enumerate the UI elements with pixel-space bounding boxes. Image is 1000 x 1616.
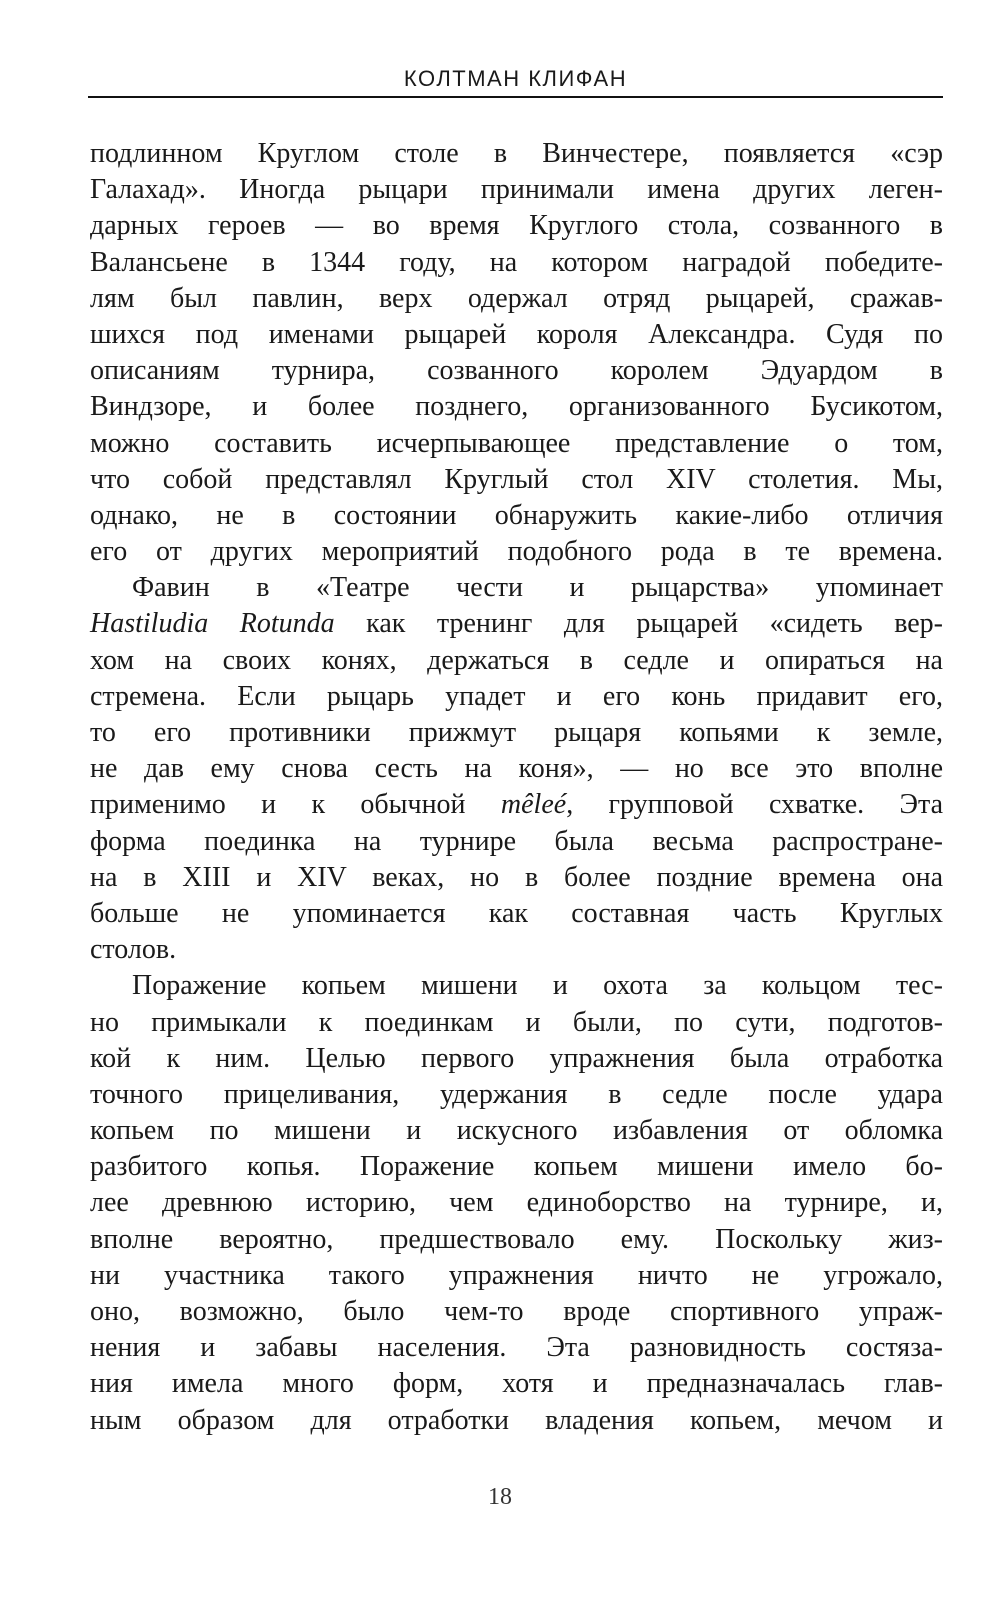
text-line: разбитого копья. Поражение копьем мишени имело бо- (90, 1151, 943, 1183)
text-line: оно, возможно, было чем-то вроде спортивного упраж- (90, 1296, 943, 1327)
text-line: не дав ему снова сесть на коня», — но все это вполне (90, 753, 943, 785)
text-line: на в XIII и XIV веках, но в более поздние времена она (90, 861, 943, 893)
italic-term: Hastiludia Rotunda (90, 608, 335, 640)
text-line: больше не упоминается как составная часть Круглых (90, 897, 943, 929)
text-line: столов. (90, 934, 177, 966)
text-line: но примыкали к поединкам и были, по сути, подготов- (90, 1006, 943, 1038)
text-line: вполне вероятно, предшествовало ему. Поскольку жиз- (90, 1223, 943, 1255)
text-line: форма поединка на турнире была весьма распростране- (90, 825, 943, 857)
text-line: однако, не в состоянии обнаружить какие-либо отличия (90, 499, 943, 531)
text-line: лям был павлин, верх одержал отряд рыцарей, сражав- (90, 282, 943, 314)
text-line: точного прицеливания, удержания в седле после удара (90, 1078, 943, 1110)
text-line: дарных героев — во время Круглого стола, созванного в (90, 210, 943, 242)
text-line: лее древнюю историю, чем единоборство на турнире, и, (90, 1187, 943, 1219)
text-line: Галахад». Иногда рыцари принимали имена других леген- (90, 174, 943, 206)
page-number: 18 (488, 1484, 512, 1510)
paragraph-1 (90, 136, 943, 570)
text-line: Поражение копьем мишени и охота за кольцом тес- (132, 970, 943, 1002)
text-line: хом на своих конях, держаться в седле и опираться на (90, 644, 943, 676)
text-line: подлинном Круглом столе в Винчестере, появляется «сэр (90, 138, 943, 169)
header-rule (88, 96, 943, 98)
text-line-italic-mid: применимо и к обычной mêleé, групповой схватке. Эта (90, 789, 943, 821)
italic-term: mêleé (500, 789, 567, 821)
text-line: Фавин в «Театре чести и рыцарства» упоминает (132, 572, 943, 604)
text-line: кой к ним. Целью первого упражнения была отработка (90, 1042, 943, 1074)
text-line: что собой представлял Круглый стол XIV столетия. Мы, (90, 463, 943, 495)
text-line: стремена. Если рыцарь упадет и его конь придавит его, (90, 680, 943, 712)
text-line: описаниям турнира, созванного королем Эдуардом в (90, 355, 943, 387)
text-line: его от других мероприятий подобного рода в те времена. (90, 536, 943, 568)
text-line: Виндзоре, и более позднего, организованного Бусикотом, (90, 391, 943, 423)
text-line: ния имела много форм, хотя и предназначалась глав- (90, 1368, 943, 1400)
text-line: можно составить исчерпывающее представление о том, (90, 427, 943, 459)
text-line: Валансьене в 1344 году, на котором наградой победите- (90, 246, 943, 278)
paragraph-2 (90, 570, 943, 968)
text-line: нения и забавы населения. Эта разновидность состяза- (90, 1332, 943, 1364)
text-line: ным образом для отработки владения копьем, мечом и (90, 1404, 943, 1436)
text-line: копьем по мишени и искусного избавления от обломка (90, 1115, 943, 1147)
text-line-italic-start: Hastiludia Rotunda как тренинг для рыцарей «сидеть вер- (90, 608, 943, 640)
text-line: ни участника такого упражнения ничто не угрожало, (90, 1259, 943, 1291)
running-head: КОЛТМАН КЛИФАН (403, 66, 628, 91)
paragraph-3 (90, 968, 943, 1438)
text-line: то его противники прижмут рыцаря копьями к земле, (90, 717, 943, 748)
body-text (90, 136, 943, 1439)
text-line: шихся под именами рыцарей короля Александра. Судя по (90, 318, 943, 350)
